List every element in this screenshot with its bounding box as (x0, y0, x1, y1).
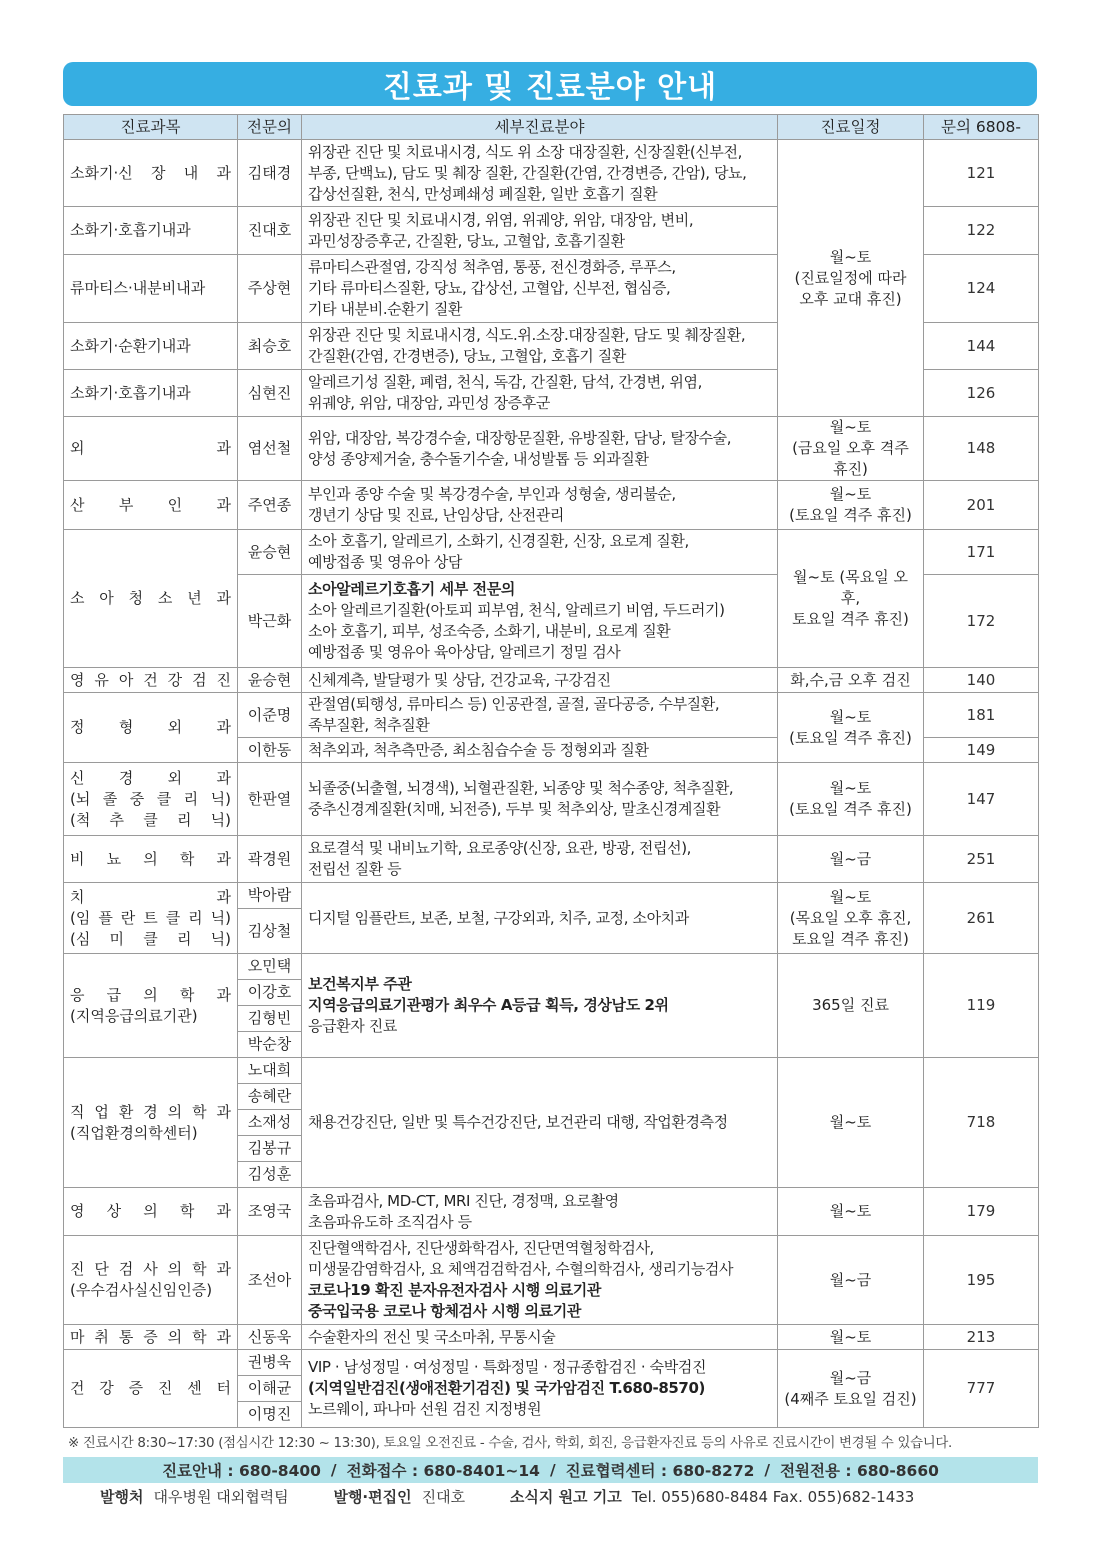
doctor-name: 신동욱 (238, 1325, 302, 1350)
detail-cell: 소아 호흡기, 알레르기, 소화기, 신경질환, 신장, 요로계 질환, 예방접종 및 영유아 상담 (302, 530, 778, 575)
doctor-name: 조영국 (238, 1188, 302, 1236)
doctor-name: 박아람 (238, 883, 302, 909)
detail-cell: 초음파검사, MD-CT, MRI 진단, 경정맥, 요로촬영 초음파유도하 조직검사 등 (302, 1188, 778, 1236)
contact-info: 진료안내 : 680-8400 (162, 1462, 321, 1480)
phone-ext: 140 (924, 668, 1039, 693)
phone-ext: 171 (924, 530, 1039, 575)
doctor-name: 김상철 (238, 909, 302, 954)
dept-name: 소화기·순환기내과 (64, 323, 238, 370)
table-row (64, 417, 1039, 481)
table-row (64, 954, 1039, 980)
dept-name: 직 업 환 경 의 학 과 (직업환경의학센터) (64, 1058, 238, 1188)
hours-note: ※ 진료시간 8:30~17:30 (점심시간 12:30 ~ 13:30), 토요일 오전진료 - 수술, 검사, 학회, 회진, 응급환자진료 등의 사유로 진료시간이 변경될 수 있습니다. (68, 1436, 953, 1451)
dept-name: 소 아 청 소 년 과 (64, 530, 238, 668)
publisher-label: 발행처 (100, 1488, 144, 1506)
dept-name: 산 부 인 과 (64, 481, 238, 530)
detail-cell: 위암, 대장암, 복강경수술, 대장항문질환, 유방질환, 담낭, 탈장수술, 양성 종양제거술, 충수돌기수술, 내성발톱 등 외과질환 (302, 417, 778, 481)
detail-cell: 보건복지부 주관 지역응급의료기관평가 최우수 A등급 획득, 경상남도 2위 응급환자 진료 (302, 954, 778, 1058)
doctor-name: 윤승현 (238, 530, 302, 575)
doctor-name: 김형빈 (238, 1006, 302, 1032)
doctor-name: 노대희 (238, 1058, 302, 1084)
schedule-cell: 월~금 (778, 1236, 924, 1325)
phone-ext: 149 (924, 738, 1039, 763)
dept-name: 영 상 의 학 과 (64, 1188, 238, 1236)
phone-ext: 122 (924, 207, 1039, 255)
doctor-name: 주상현 (238, 255, 302, 323)
contact-separator: / (330, 1461, 337, 1479)
doctor-name: 주연종 (238, 481, 302, 530)
submission-contact: Tel. 055)680-8484 Fax. 055)682-1433 (631, 1488, 915, 1506)
dept-name: 비 뇨 의 학 과 (64, 836, 238, 883)
schedule-cell: 월~토 (778, 1058, 924, 1188)
phone-ext: 213 (924, 1325, 1039, 1350)
schedule-cell: 월~금 (4째주 토요일 검진) (778, 1350, 924, 1428)
doctor-name: 곽경원 (238, 836, 302, 883)
detail-cell: 채용건강진단, 일반 및 특수건강진단, 보건관리 대행, 작업환경측정 (302, 1058, 778, 1188)
detail-cell: 요로결석 및 내비뇨기학, 요로종양(신장, 요관, 방광, 전립선), 전립선 질환 등 (302, 836, 778, 883)
schedule-cell: 월~토 (금요일 오후 격주 휴진) (778, 417, 924, 481)
header-dept: 진료과목 (64, 115, 238, 140)
doctor-name: 오민택 (238, 954, 302, 980)
schedule-cell: 365일 진료 (778, 954, 924, 1058)
detail-cell: 관절염(퇴행성, 류마티스 등) 인공관절, 골절, 골다공증, 수부질환, 족부질환, 척추질환 (302, 693, 778, 738)
page-title: 진료과 및 진료분야 안내 (382, 70, 718, 105)
schedule-cell: 월~토 (토요일 격주 휴진) (778, 693, 924, 763)
publisher-value: 대우병원 대외협력팀 (153, 1488, 289, 1506)
department-table (63, 114, 1039, 1428)
phone-ext: 261 (924, 883, 1039, 954)
doctor-name: 송혜란 (238, 1084, 302, 1110)
detail-cell: 위장관 진단 및 치료내시경, 식도 위 소장 대장질환, 신장질환(신부전, 부종, 단백뇨), 담도 및 췌장 질환, 간질환(간염, 간경변증, 간암), 당뇨, 갑상선질환, 천식, 만성폐쇄성 폐질환, 일반 호흡기 질환 (302, 140, 778, 207)
submission-label: 소식지 원고 기고 (509, 1488, 622, 1506)
detail-cell: VIP · 남성정밀 · 여성정밀 · 특화정밀 · 정규종합검진 · 숙박검진 (지역일반검진(생애전환기검진) 및 국가암검진 T.680-8570) 노르웨이, 파나마 선원 검진 지정병원 (302, 1350, 778, 1428)
contact-separator: / (764, 1461, 771, 1479)
table-row (64, 1188, 1039, 1236)
table-row (64, 1325, 1039, 1350)
table-row (64, 1058, 1039, 1084)
dept-name: 영 유 아 건 강 검 진 (64, 668, 238, 693)
dept-name: 치 과 (임 플 란 트 클 리 닉) (심 미 클 리 닉) (64, 883, 238, 954)
header-schedule: 진료일정 (778, 115, 924, 140)
doctor-name: 이한동 (238, 738, 302, 763)
doctor-name: 소재성 (238, 1110, 302, 1136)
table-row (64, 883, 1039, 909)
doctor-name: 조선아 (238, 1236, 302, 1325)
detail-cell: 위장관 진단 및 치료내시경, 위염, 위궤양, 위암, 대장암, 변비, 과민성장증후군, 간질환, 당뇨, 고혈압, 호흡기질환 (302, 207, 778, 255)
doctor-name: 박근화 (238, 575, 302, 668)
dept-name: 신 경 외 과 (뇌 졸 중 클 리 닉) (척 추 클 리 닉) (64, 763, 238, 836)
title-banner (63, 62, 1037, 106)
schedule-cell: 월~토 (목요일 오후, 토요일 격주 휴진) (778, 530, 924, 668)
detail-cell: 류마티스관절염, 강직성 척추염, 통풍, 전신경화증, 루푸스, 기타 류마티스질환, 당뇨, 갑상선, 고혈압, 신부전, 협심증, 기타 내분비.순환기 질환 (302, 255, 778, 323)
table-row (64, 836, 1039, 883)
detail-cell: 소아알레르기호흡기 세부 전문의 소아 알레르기질환(아토피 피부염, 천식, 알레르기 비염, 두드러기) 소아 호흡기, 피부, 성조숙증, 소화기, 내분비, 요로계 질환 예방접종 및 영유아 육아상담, 알레르기 정밀 검사 (302, 575, 778, 668)
doctor-name: 최승호 (238, 323, 302, 370)
doctor-name: 이준명 (238, 693, 302, 738)
dept-name: 응 급 의 학 과 (지역응급의료기관) (64, 954, 238, 1058)
doctor-name: 김봉규 (238, 1136, 302, 1162)
phone-ext: 195 (924, 1236, 1039, 1325)
dept-name: 소화기·신 장 내 과 (64, 140, 238, 207)
table-row (64, 1236, 1039, 1325)
dept-name: 소화기·호흡기내과 (64, 370, 238, 417)
doctor-name: 김성훈 (238, 1162, 302, 1188)
publisher-info (100, 1486, 914, 1507)
schedule-cell: 화,수,금 오후 검진 (778, 668, 924, 693)
schedule-cell: 월~토 (토요일 격주 휴진) (778, 481, 924, 530)
phone-ext: 718 (924, 1058, 1039, 1188)
editor-value: 진대호 (421, 1488, 466, 1506)
contact-reception: 전화접수 : 680-8401~14 (346, 1462, 540, 1480)
dept-name: 정 형 외 과 (64, 693, 238, 763)
phone-ext: 119 (924, 954, 1039, 1058)
phone-ext: 121 (924, 140, 1039, 207)
dept-name: 진 단 검 사 의 학 과 (우수검사실신임인증) (64, 1236, 238, 1325)
doctor-name: 진대호 (238, 207, 302, 255)
detail-cell: 척추외과, 척추측만증, 최소침습수술 등 정형외과 질환 (302, 738, 778, 763)
table-row (64, 693, 1039, 738)
table-row (64, 481, 1039, 530)
dept-name: 류마티스·내분비내과 (64, 255, 238, 323)
doctor-name: 박순창 (238, 1032, 302, 1058)
phone-ext: 126 (924, 370, 1039, 417)
doctor-name: 이강호 (238, 980, 302, 1006)
doctor-name: 이명진 (238, 1402, 302, 1428)
detail-cell: 뇌졸중(뇌출혈, 뇌경색), 뇌혈관질환, 뇌종양 및 척수종양, 척추질환, 중추신경계질환(치매, 뇌전증), 두부 및 척추외상, 말초신경계질환 (302, 763, 778, 836)
detail-cell: 위장관 진단 및 치료내시경, 식도.위.소장.대장질환, 담도 및 췌장질환, 간질환(간염, 간경변증), 당뇨, 고혈압, 호흡기 질환 (302, 323, 778, 370)
dept-name: 건 강 증 진 센 터 (64, 1350, 238, 1428)
schedule-cell: 월~금 (778, 836, 924, 883)
schedule-cell: 월~토 (진료일정에 따라 오후 교대 휴진) (778, 140, 924, 417)
doctor-name: 한판열 (238, 763, 302, 836)
table-row (64, 763, 1039, 836)
contact-cooperation: 진료협력센터 : 680-8272 (565, 1462, 755, 1480)
doctor-name: 김태경 (238, 140, 302, 207)
table-row (64, 1350, 1039, 1376)
contact-transfer: 전원전용 : 680-8660 (780, 1462, 939, 1480)
phone-ext: 144 (924, 323, 1039, 370)
detail-cell: 알레르기성 질환, 폐렴, 천식, 독감, 간질환, 담석, 간경변, 위염, 위궤양, 위암, 대장암, 과민성 장증후군 (302, 370, 778, 417)
contact-separator: / (549, 1461, 556, 1479)
phone-ext: 148 (924, 417, 1039, 481)
schedule-cell: 월~토 (목요일 오후 휴진, 토요일 격주 휴진) (778, 883, 924, 954)
schedule-cell: 월~토 (778, 1188, 924, 1236)
contact-bar (63, 1457, 1038, 1483)
editor-label: 발행·편집인 (333, 1488, 412, 1506)
phone-ext: 124 (924, 255, 1039, 323)
phone-ext: 172 (924, 575, 1039, 668)
schedule-cell: 월~토 (778, 1325, 924, 1350)
table-row (64, 530, 1039, 575)
header-detail: 세부진료분야 (302, 115, 778, 140)
schedule-cell: 월~토 (토요일 격주 휴진) (778, 763, 924, 836)
dept-name: 외 과 (64, 417, 238, 481)
detail-cell: 신체계측, 발달평가 및 상담, 건강교육, 구강검진 (302, 668, 778, 693)
doctor-name: 이해균 (238, 1376, 302, 1402)
doctor-name: 윤승현 (238, 668, 302, 693)
phone-ext: 181 (924, 693, 1039, 738)
phone-ext: 251 (924, 836, 1039, 883)
table-header-row (64, 115, 1039, 140)
detail-cell: 부인과 종양 수술 및 복강경수술, 부인과 성형술, 생리불순, 갱년기 상담 및 진료, 난임상담, 산전관리 (302, 481, 778, 530)
table-row (64, 668, 1039, 693)
phone-ext: 201 (924, 481, 1039, 530)
table-row (64, 140, 1039, 207)
dept-name: 마 취 통 증 의 학 과 (64, 1325, 238, 1350)
phone-ext: 147 (924, 763, 1039, 836)
phone-ext: 777 (924, 1350, 1039, 1428)
detail-cell: 수술환자의 전신 및 국소마취, 무통시술 (302, 1325, 778, 1350)
header-phone: 문의 6808- (924, 115, 1039, 140)
header-doctor: 전문의 (238, 115, 302, 140)
phone-ext: 179 (924, 1188, 1039, 1236)
detail-cell: 디지털 임플란트, 보존, 보철, 구강외과, 치주, 교정, 소아치과 (302, 883, 778, 954)
detail-cell: 진단혈액학검사, 진단생화학검사, 진단면역혈청학검사, 미생물감염학검사, 요 체액검검학검사, 수혈의학검사, 생리기능검사 코로나19 확진 분자유전자검사 시행 의료기관 중국입국용 코로나 항체검사 시행 의료기관 (302, 1236, 778, 1325)
dept-name: 소화기·호흡기내과 (64, 207, 238, 255)
doctor-name: 심현진 (238, 370, 302, 417)
doctor-name: 염선철 (238, 417, 302, 481)
doctor-name: 권병욱 (238, 1350, 302, 1376)
